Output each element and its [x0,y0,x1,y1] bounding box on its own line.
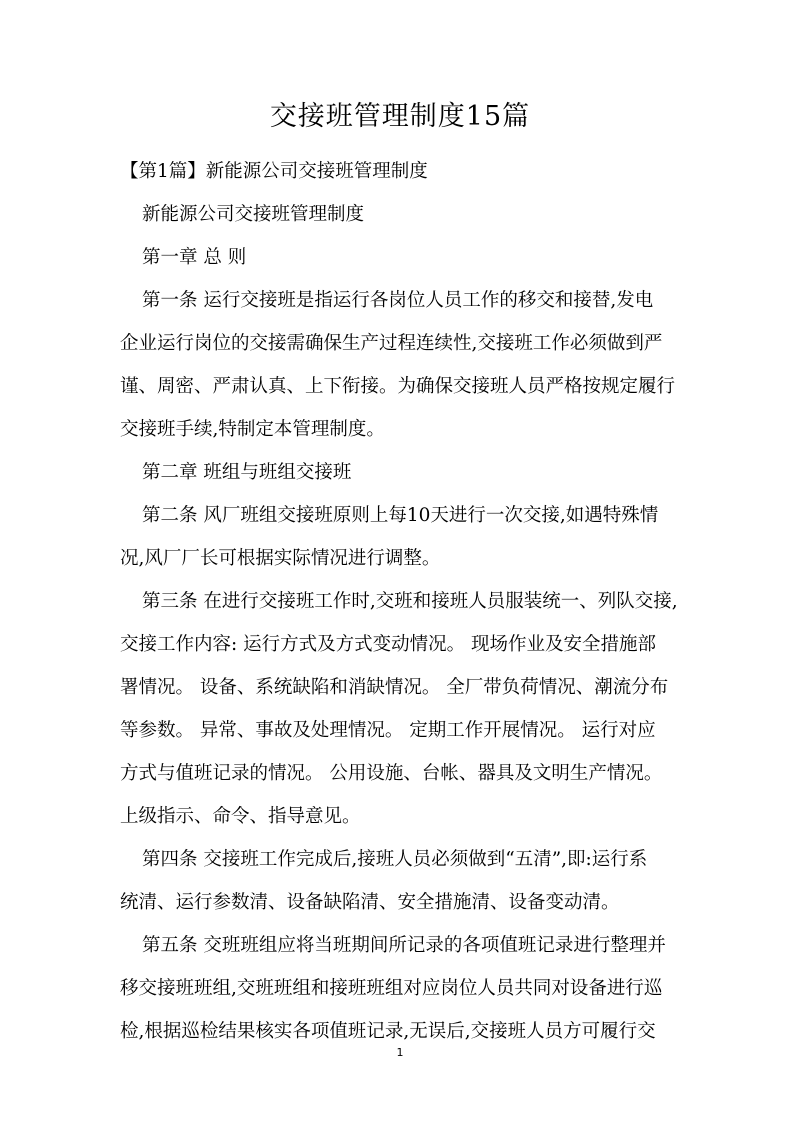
paragraph-line: 第五条 交班班组应将当班期间所记录的各项值班记录进行整理并 [142,935,666,956]
page-number: 1 [396,1046,404,1059]
paragraph-line: 移交接班班组,交班班组和接班班组对应岗位人员共同对设备进行巡 [120,978,663,999]
paragraph-line: 第一条 运行交接班是指运行各岗位人员工作的移交和接替,发电 [142,290,654,311]
paragraph-line: 第三条 在进行交接班工作时,交班和接班人员服装统一、列队交接, [142,591,678,612]
paragraph-line: 等参数。 异常、事故及处理情况。 定期工作开展情况。 运行对应 [120,720,656,741]
document-title: 交接班管理制度15篇 [269,101,531,132]
paragraph-line: 第二条 风厂班组交接班原则上每10天进行一次交接,如遇特殊情 [142,505,659,526]
chapter-heading: 第二章 班组与班组交接班 [142,462,352,483]
paragraph-line: 新能源公司交接班管理制度 [142,204,365,225]
paragraph-line: 谨、周密、严肃认真、上下衔接。为确保交接班人员严格按规定履行 [120,376,676,397]
paragraph-line: 上级指示、命令、指导意见。 [120,806,361,827]
paragraph-line: 况,风厂厂长可根据实际情况进行调整。 [120,548,441,569]
chapter-heading: 第一章 总 则 [142,247,247,268]
paragraph-line: 统清、运行参数清、设备缺陷清、安全措施清、设备变动清。 [120,892,620,913]
section-heading: 【第1篇】新能源公司交接班管理制度 [120,161,428,182]
paragraph-line: 企业运行岗位的交接需确保生产过程连续性,交接班工作必须做到严 [120,333,663,354]
paragraph-line: 检,根据巡检结果核实各项值班记录,无误后,交接班人员方可履行交 [120,1021,656,1042]
paragraph-line: 交接工作内容: 运行方式及方式变动情况。 现场作业及安全措施部 [120,634,656,655]
paragraph-line: 第四条 交接班工作完成后,接班人员必须做到“五清”,即:运行系 [142,849,648,870]
paragraph-line: 署情况。 设备、系统缺陷和消缺情况。 全厂带负荷情况、潮流分布 [120,677,669,698]
paragraph-line: 交接班手续,特制定本管理制度。 [120,419,385,440]
paragraph-line: 方式与值班记录的情况。 公用设施、台帐、器具及文明生产情况。 [120,763,663,784]
